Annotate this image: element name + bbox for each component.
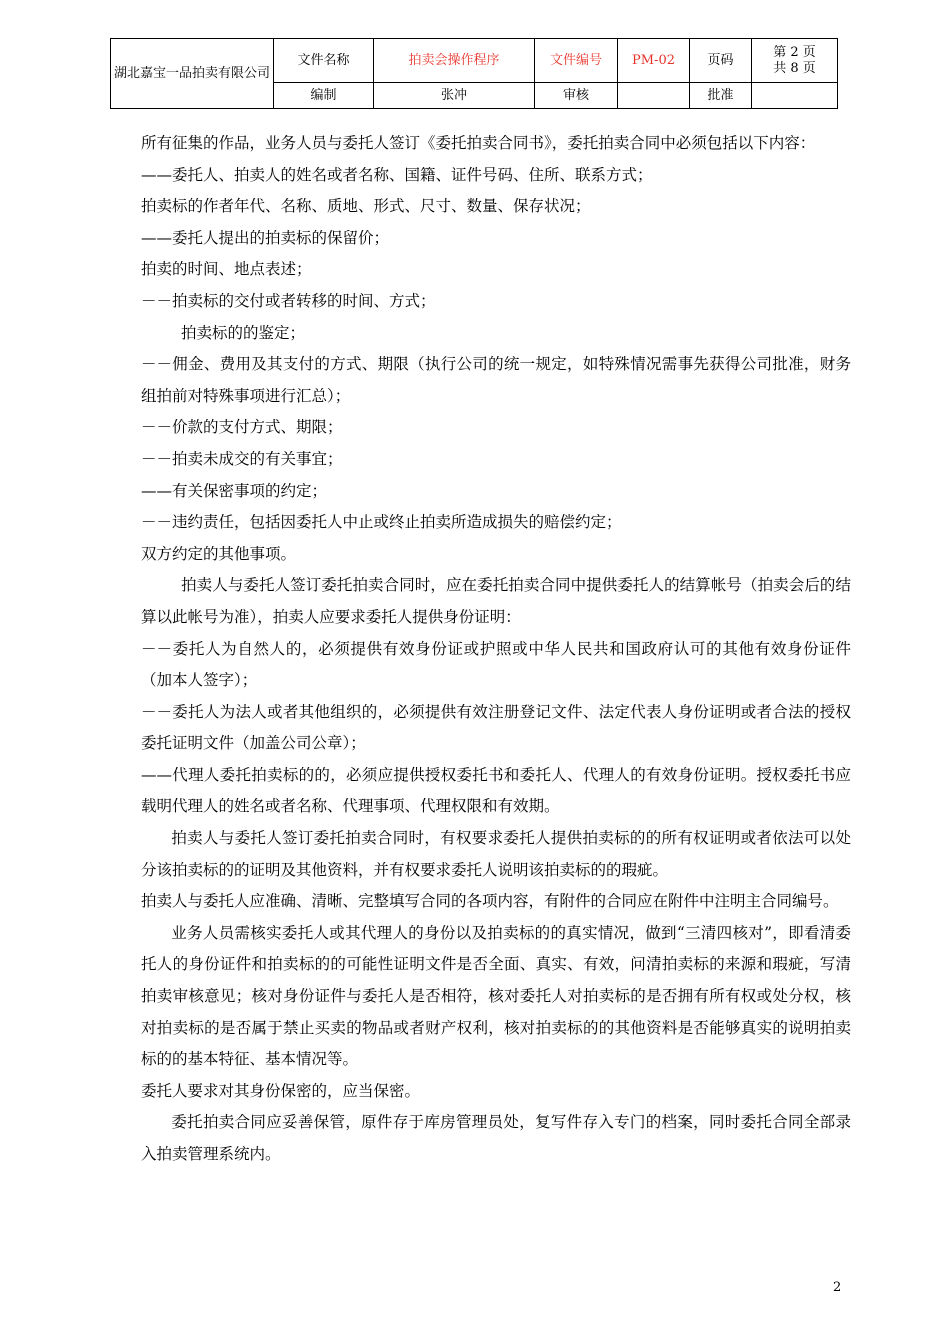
file-name-value: 拍卖会操作程序	[374, 39, 535, 83]
page-current: 第 2 页	[773, 44, 816, 60]
paragraph: 业务人员需核实委托人或其代理人的身份以及拍卖标的的真实情况，做到“三清四核对”，即看清委托人的身份证件和拍卖标的的可能性证明文件是否全面、真实、有效，问清拍卖标的来源和瑕疵，写清拍卖审核意见；核对身份证件与委托人是否相符，核对委托人对拍卖标的是否拥有所有权或处分权，核对拍卖标的是否属于禁止买卖的物品或者财产权利，核对拍卖标的的其他资料是否能够真实的说明拍卖标的的基本特征、基本情况等。	[141, 923, 851, 1069]
paragraph: 委托拍卖合同应妥善保管，原件存于库房管理员处，复写件存入专门的档案，同时委托合同全部录入拍卖管理系统内。	[141, 1113, 851, 1163]
paragraph: 拍卖人与委托人签订委托拍卖合同时，有权要求委托人提供拍卖标的的所有权证明或者依法可以处分该拍卖标的的证明及其他资料，并有权要求委托人说明该拍卖标的的瑕疵。	[141, 829, 851, 879]
paragraph: 拍卖人与委托人签订委托拍卖合同时，应在委托拍卖合同中提供委托人的结算帐号（拍卖会后的结算以此帐号为准），拍卖人应要求委托人提供身份证明：	[141, 576, 851, 626]
paragraph: 拍卖人与委托人应准确、清晰、完整填写合同的各项内容，有附件的合同应在附件中注明主合同编号。	[141, 892, 839, 911]
file-no-value: PM-02	[618, 39, 690, 83]
list-item: ——代理人委托拍卖标的的，必须应提供授权委托书和委托人、代理人的有效身份证明。授权委托书应载明代理人的姓名或者名称、代理事项、代理权限和有效期。	[141, 765, 851, 816]
list-item: －－委托人为自然人的，必须提供有效身份证或护照或中华人民共和国政府认可的其他有效身份证件（加本人签字）；	[141, 639, 851, 690]
review-label: 审核	[535, 83, 618, 109]
list-item: 双方约定的其他事项。	[141, 544, 297, 563]
list-item: －－拍卖未成交的有关事宜；	[141, 449, 343, 468]
file-name-label: 文件名称	[274, 39, 374, 83]
list-item: 拍卖标的的鉴定；	[181, 323, 306, 342]
review-value	[618, 83, 690, 109]
paragraph: 委托人要求对其身份保密的，应当保密。	[141, 1081, 421, 1100]
list-item: －－委托人为法人或者其他组织的，必须提供有效注册登记文件、法定代表人身份证明或者合法的授权委托证明文件（加盖公司公章）；	[141, 702, 851, 753]
file-no-label: 文件编号	[535, 39, 618, 83]
page-info	[752, 39, 838, 83]
list-item: ——委托人提出的拍卖标的保留价；	[141, 228, 390, 247]
list-item: 拍卖标的作者年代、名称、质地、形式、尺寸、数量、保存状况；	[141, 197, 591, 216]
list-item: －－价款的支付方式、期限；	[141, 418, 343, 437]
approve-label: 批准	[690, 83, 752, 109]
company-name: 湖北嘉宝一品拍卖有限公司	[111, 39, 274, 109]
author-value: 张冲	[374, 83, 535, 109]
approve-value	[752, 83, 838, 109]
paragraph: 所有征集的作品，业务人员与委托人签订《委托拍卖合同书》，委托拍卖合同中必须包括以下内容：	[141, 134, 816, 152]
page-label: 页码	[690, 39, 752, 83]
list-item: ——有关保密事项的约定；	[141, 481, 328, 500]
list-item: －－佣金、费用及其支付的方式、期限（执行公司的统一规定，如特殊情况需事先获得公司批准，财务组拍前对特殊事项进行汇总）；	[141, 355, 851, 405]
list-item: ——委托人、拍卖人的姓名或者名称、国籍、证件号码、住所、联系方式；	[141, 165, 653, 184]
list-item: 拍卖的时间、地点表述；	[141, 260, 312, 279]
author-label: 编制	[274, 83, 374, 109]
list-item: －－违约责任，包括因委托人中止或终止拍卖所造成损失的赔偿约定；	[141, 513, 622, 532]
list-item: －－拍卖标的交付或者转移的时间、方式；	[141, 291, 436, 310]
page-number: 2	[833, 1280, 842, 1295]
document-header-table	[110, 38, 838, 109]
page-total: 共 8 页	[773, 60, 816, 76]
document-body	[141, 128, 851, 1171]
